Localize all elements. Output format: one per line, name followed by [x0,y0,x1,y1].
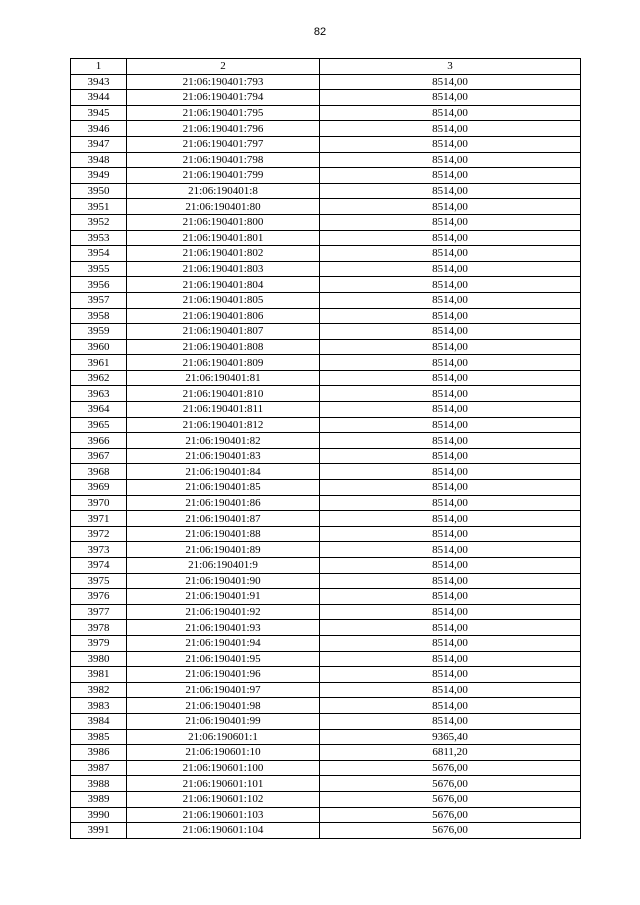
value-cell: 8514,00 [320,558,581,574]
cadastral-number-cell: 21:06:190401:798 [127,152,320,168]
value-cell: 8514,00 [320,464,581,480]
table-row [71,230,581,246]
value-cell: 5676,00 [320,760,581,776]
row-number-cell: 3943 [71,74,127,90]
value-cell: 8514,00 [320,277,581,293]
row-number-cell: 3954 [71,246,127,262]
table-row [71,183,581,199]
table-row [71,386,581,402]
table-row [71,246,581,262]
row-number-cell: 3967 [71,448,127,464]
row-number-cell: 3988 [71,776,127,792]
cadastral-number-cell: 21:06:190401:795 [127,105,320,121]
cadastral-number-cell: 21:06:190401:807 [127,324,320,340]
cadastral-number-cell: 21:06:190401:86 [127,495,320,511]
value-cell: 8514,00 [320,355,581,371]
cadastral-number-cell: 21:06:190401:83 [127,448,320,464]
table-row [71,620,581,636]
table-row [71,339,581,355]
row-number-cell: 3979 [71,635,127,651]
row-number-cell: 3963 [71,386,127,402]
value-cell: 8514,00 [320,246,581,262]
value-cell: 8514,00 [320,370,581,386]
row-number-cell: 3989 [71,791,127,807]
table-row [71,464,581,480]
table-row [71,682,581,698]
row-number-cell: 3945 [71,105,127,121]
table-row [71,791,581,807]
column-header-3: 3 [320,59,581,75]
cadastral-number-cell: 21:06:190601:103 [127,807,320,823]
value-cell: 8514,00 [320,604,581,620]
cadastral-number-cell: 21:06:190401:802 [127,246,320,262]
table-row [71,511,581,527]
cadastral-number-cell: 21:06:190601:102 [127,791,320,807]
value-cell: 9365,40 [320,729,581,745]
value-cell: 8514,00 [320,620,581,636]
value-cell: 6811,20 [320,745,581,761]
table-row [71,713,581,729]
table-row [71,807,581,823]
value-cell: 8514,00 [320,339,581,355]
value-cell: 5676,00 [320,823,581,839]
table-row [71,90,581,106]
table-row [71,760,581,776]
value-cell: 8514,00 [320,542,581,558]
row-number-cell: 3976 [71,589,127,605]
table-row [71,136,581,152]
row-number-cell: 3984 [71,713,127,729]
row-number-cell: 3977 [71,604,127,620]
table-row [71,495,581,511]
cadastral-number-cell: 21:06:190601:104 [127,823,320,839]
table-row [71,105,581,121]
cadastral-number-cell: 21:06:190401:811 [127,402,320,418]
cadastral-number-cell: 21:06:190401:84 [127,464,320,480]
cadastral-number-cell: 21:06:190401:88 [127,526,320,542]
cadastral-number-cell: 21:06:190401:797 [127,136,320,152]
table-row [71,324,581,340]
row-number-cell: 3991 [71,823,127,839]
table-row [71,667,581,683]
table-row [71,651,581,667]
value-cell: 5676,00 [320,807,581,823]
cadastral-number-cell: 21:06:190401:94 [127,635,320,651]
header-row [71,59,581,75]
table-row [71,121,581,137]
cadastral-number-cell: 21:06:190401:810 [127,386,320,402]
table-row [71,74,581,90]
row-number-cell: 3965 [71,417,127,433]
cadastral-number-cell: 21:06:190401:92 [127,604,320,620]
cadastral-number-cell: 21:06:190601:101 [127,776,320,792]
table-row [71,308,581,324]
row-number-cell: 3961 [71,355,127,371]
value-cell: 5676,00 [320,791,581,807]
data-table [70,58,581,839]
row-number-cell: 3983 [71,698,127,714]
row-number-cell: 3978 [71,620,127,636]
value-cell: 8514,00 [320,74,581,90]
table-row [71,823,581,839]
table-row [71,589,581,605]
cadastral-number-cell: 21:06:190401:98 [127,698,320,714]
table-row [71,402,581,418]
cadastral-number-cell: 21:06:190401:793 [127,74,320,90]
table-row [71,199,581,215]
value-cell: 8514,00 [320,199,581,215]
row-number-cell: 3974 [71,558,127,574]
page-number: 82 [313,26,327,38]
row-number-cell: 3955 [71,261,127,277]
row-number-cell: 3948 [71,152,127,168]
column-header-1: 1 [71,59,127,75]
row-number-cell: 3990 [71,807,127,823]
row-number-cell: 3985 [71,729,127,745]
value-cell: 8514,00 [320,433,581,449]
table-row [71,745,581,761]
row-number-cell: 3975 [71,573,127,589]
value-cell: 8514,00 [320,324,581,340]
cadastral-number-cell: 21:06:190401:806 [127,308,320,324]
table-row [71,698,581,714]
row-number-cell: 3968 [71,464,127,480]
cadastral-number-cell: 21:06:190401:85 [127,480,320,496]
table-row [71,292,581,308]
table-row [71,558,581,574]
cadastral-number-cell: 21:06:190401:803 [127,261,320,277]
table-header [71,59,581,75]
cadastral-number-cell: 21:06:190401:82 [127,433,320,449]
table-row [71,355,581,371]
cadastral-number-cell: 21:06:190401:99 [127,713,320,729]
row-number-cell: 3981 [71,667,127,683]
value-cell: 8514,00 [320,183,581,199]
value-cell: 8514,00 [320,682,581,698]
row-number-cell: 3957 [71,292,127,308]
cadastral-number-cell: 21:06:190401:8 [127,183,320,199]
value-cell: 8514,00 [320,495,581,511]
cadastral-number-cell: 21:06:190401:800 [127,214,320,230]
value-cell: 8514,00 [320,308,581,324]
table-row [71,152,581,168]
row-number-cell: 3944 [71,90,127,106]
value-cell: 8514,00 [320,511,581,527]
row-number-cell: 3964 [71,402,127,418]
row-number-cell: 3946 [71,121,127,137]
table-row [71,542,581,558]
cadastral-number-cell: 21:06:190401:91 [127,589,320,605]
value-cell: 8514,00 [320,698,581,714]
table-row [71,448,581,464]
table-row [71,604,581,620]
row-number-cell: 3982 [71,682,127,698]
cadastral-number-cell: 21:06:190401:87 [127,511,320,527]
cadastral-number-cell: 21:06:190401:81 [127,370,320,386]
cadastral-number-cell: 21:06:190601:10 [127,745,320,761]
cadastral-number-cell: 21:06:190401:796 [127,121,320,137]
value-cell: 8514,00 [320,448,581,464]
value-cell: 8514,00 [320,90,581,106]
table-row [71,214,581,230]
row-number-cell: 3952 [71,214,127,230]
cadastral-number-cell: 21:06:190401:808 [127,339,320,355]
value-cell: 8514,00 [320,651,581,667]
row-number-cell: 3987 [71,760,127,776]
table-row [71,729,581,745]
value-cell: 8514,00 [320,402,581,418]
cadastral-number-cell: 21:06:190401:9 [127,558,320,574]
value-cell: 8514,00 [320,573,581,589]
table-row [71,433,581,449]
table-row [71,635,581,651]
cadastral-number-cell: 21:06:190601:100 [127,760,320,776]
row-number-cell: 3971 [71,511,127,527]
value-cell: 8514,00 [320,292,581,308]
value-cell: 8514,00 [320,152,581,168]
cadastral-number-cell: 21:06:190401:794 [127,90,320,106]
value-cell: 8514,00 [320,121,581,137]
cadastral-number-cell: 21:06:190401:89 [127,542,320,558]
row-number-cell: 3947 [71,136,127,152]
cadastral-number-cell: 21:06:190401:809 [127,355,320,371]
cadastral-number-cell: 21:06:190401:799 [127,168,320,184]
value-cell: 8514,00 [320,713,581,729]
row-number-cell: 3950 [71,183,127,199]
row-number-cell: 3966 [71,433,127,449]
cadastral-number-cell: 21:06:190401:95 [127,651,320,667]
row-number-cell: 3970 [71,495,127,511]
value-cell: 8514,00 [320,230,581,246]
row-number-cell: 3986 [71,745,127,761]
row-number-cell: 3956 [71,277,127,293]
row-number-cell: 3980 [71,651,127,667]
value-cell: 8514,00 [320,667,581,683]
cadastral-number-cell: 21:06:190401:801 [127,230,320,246]
table-row [71,480,581,496]
table-row [71,277,581,293]
value-cell: 8514,00 [320,589,581,605]
table-row [71,417,581,433]
column-header-2: 2 [127,59,320,75]
table-row [71,573,581,589]
value-cell: 8514,00 [320,635,581,651]
cadastral-number-cell: 21:06:190401:97 [127,682,320,698]
cadastral-number-cell: 21:06:190401:96 [127,667,320,683]
cadastral-number-cell: 21:06:190401:93 [127,620,320,636]
table-row [71,370,581,386]
row-number-cell: 3959 [71,324,127,340]
cadastral-number-cell: 21:06:190601:1 [127,729,320,745]
value-cell: 8514,00 [320,168,581,184]
value-cell: 8514,00 [320,480,581,496]
row-number-cell: 3958 [71,308,127,324]
row-number-cell: 3962 [71,370,127,386]
cadastral-number-cell: 21:06:190401:812 [127,417,320,433]
table-body [71,74,581,838]
row-number-cell: 3972 [71,526,127,542]
table-row [71,168,581,184]
row-number-cell: 3949 [71,168,127,184]
value-cell: 8514,00 [320,386,581,402]
row-number-cell: 3951 [71,199,127,215]
value-cell: 8514,00 [320,261,581,277]
cadastral-number-cell: 21:06:190401:80 [127,199,320,215]
table-row [71,261,581,277]
row-number-cell: 3953 [71,230,127,246]
row-number-cell: 3960 [71,339,127,355]
value-cell: 5676,00 [320,776,581,792]
cadastral-number-cell: 21:06:190401:90 [127,573,320,589]
value-cell: 8514,00 [320,105,581,121]
value-cell: 8514,00 [320,526,581,542]
row-number-cell: 3969 [71,480,127,496]
value-cell: 8514,00 [320,214,581,230]
table-row [71,526,581,542]
cadastral-number-cell: 21:06:190401:805 [127,292,320,308]
table-row [71,776,581,792]
value-cell: 8514,00 [320,417,581,433]
cadastral-number-cell: 21:06:190401:804 [127,277,320,293]
row-number-cell: 3973 [71,542,127,558]
value-cell: 8514,00 [320,136,581,152]
